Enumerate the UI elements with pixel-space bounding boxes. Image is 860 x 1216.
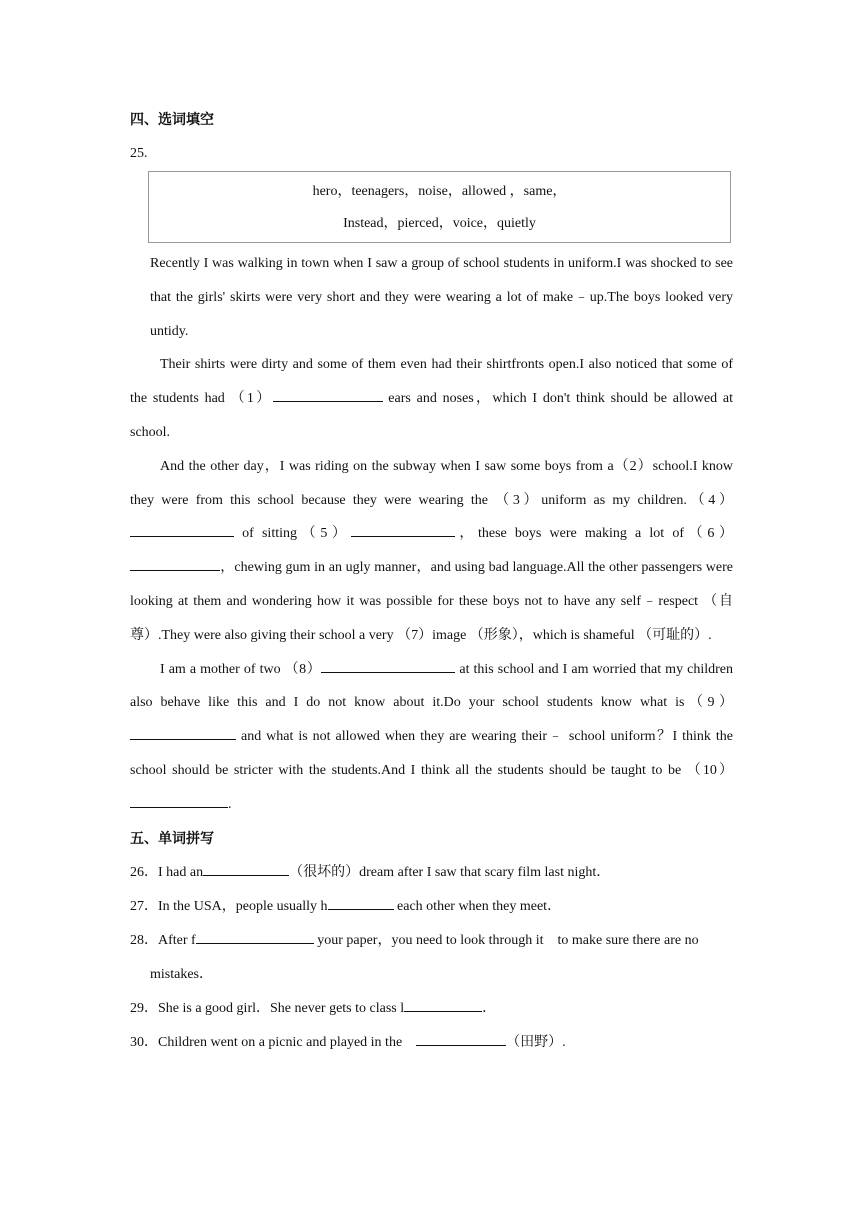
paragraph-4-text-b: at this school and I am worried that my children also behave like this and I do not know about it.Do your school students know what is（9）	[130, 661, 734, 711]
blank-9[interactable]	[130, 725, 236, 740]
question-29-text-a: 29．She is a good girl．She never gets to class l	[130, 1000, 405, 1016]
blank-30[interactable]	[416, 1031, 506, 1046]
blank-1[interactable]	[273, 387, 383, 402]
paragraph-2	[130, 348, 733, 449]
word-bank-box	[148, 171, 731, 243]
word-bank-row-1: hero，teenagers，noise，allowed ，same，	[312, 184, 567, 199]
paragraph-2-text-a: Their shirts were dirty and some of them even had their shirtfronts open.I also noticed that some of the students had （1）	[130, 357, 733, 407]
question-30-text-a: 30．Children went on a picnic and played in the	[130, 1034, 417, 1050]
question-28-text-a: 28．After f	[130, 932, 196, 948]
section-title-fill-in-words: 四、选词填空	[130, 112, 214, 128]
paragraph-3-text-c: ，these boys were making a lot of（6）	[454, 526, 734, 542]
paragraph-3-text-d: ，chewing gum in an ugly manner，and using bad language.All the other passengers were looking at them and wondering how it was possible for these boys not to have any self﹣respect （自尊）.They were also giving their school a very （7）image （形象），which is shameful （可耻的）.	[130, 560, 733, 643]
blank-26[interactable]	[203, 861, 289, 876]
paragraph-4-text-d: .	[228, 796, 232, 812]
blank-28[interactable]	[196, 929, 314, 944]
question-27	[130, 890, 733, 924]
paragraph-3-text-b: of sitting（5）	[234, 526, 351, 542]
blank-27[interactable]	[328, 895, 394, 910]
blank-10[interactable]	[130, 793, 228, 808]
paragraph-4-text-c: and what is not allowed when they are wearing their﹣ school uniform？I think the school should be stricter with the students.And I think all the students should be taught to be （10）	[130, 729, 733, 778]
question-28	[130, 924, 733, 992]
word-bank-row-2: Instead，pierced，voice，quietly	[343, 216, 536, 231]
blank-4[interactable]	[130, 522, 234, 537]
blank-5[interactable]	[351, 522, 455, 537]
question-28-text-c: mistakes．	[150, 966, 213, 982]
question-28-text-b: your paper，you need to look through it to make sure there are no	[313, 932, 699, 948]
question-29-text-b: ．	[482, 1000, 497, 1016]
question-27-text-a: 27．In the USA，people usually h	[130, 898, 328, 914]
question-26-text-b: （很坏的）dream after I saw that scary film last night．	[289, 864, 611, 880]
question-number-25: 25.	[130, 146, 148, 161]
question-27-text-b: each other when they meet．	[393, 898, 562, 914]
question-29	[130, 992, 733, 1026]
question-26-text-a: 26．I had an	[130, 864, 204, 880]
paragraph-2-text-b: ears and noses，which I don't think should be allowed at school.	[130, 391, 733, 440]
blank-8[interactable]	[321, 658, 455, 673]
section-title-spelling: 五、单词拼写	[130, 830, 214, 847]
question-30-text-b: （田野）.	[506, 1034, 566, 1050]
document-page	[130, 103, 733, 1060]
paragraph-3	[130, 450, 733, 653]
paragraph-3-text-a: And the other day，I was riding on the subway when I saw some boys from a（2）school.I know they were from this school because they were wearing the （3）uniform as my children.（4）	[130, 458, 733, 508]
paragraph-4	[130, 653, 733, 822]
blank-29[interactable]	[404, 997, 482, 1012]
paragraph-1: Recently I was walking in town when I saw a group of school students in uniform.I was shocked to see that the girls' skirts were very short and they were wearing a lot of make﹣up.The boys looked very untidy.	[150, 256, 733, 339]
question-30	[130, 1026, 733, 1060]
passage	[130, 247, 733, 822]
blank-6[interactable]	[130, 556, 220, 571]
paragraph-4-text-a: I am a mother of two （8）	[160, 661, 322, 677]
question-26	[130, 856, 733, 890]
